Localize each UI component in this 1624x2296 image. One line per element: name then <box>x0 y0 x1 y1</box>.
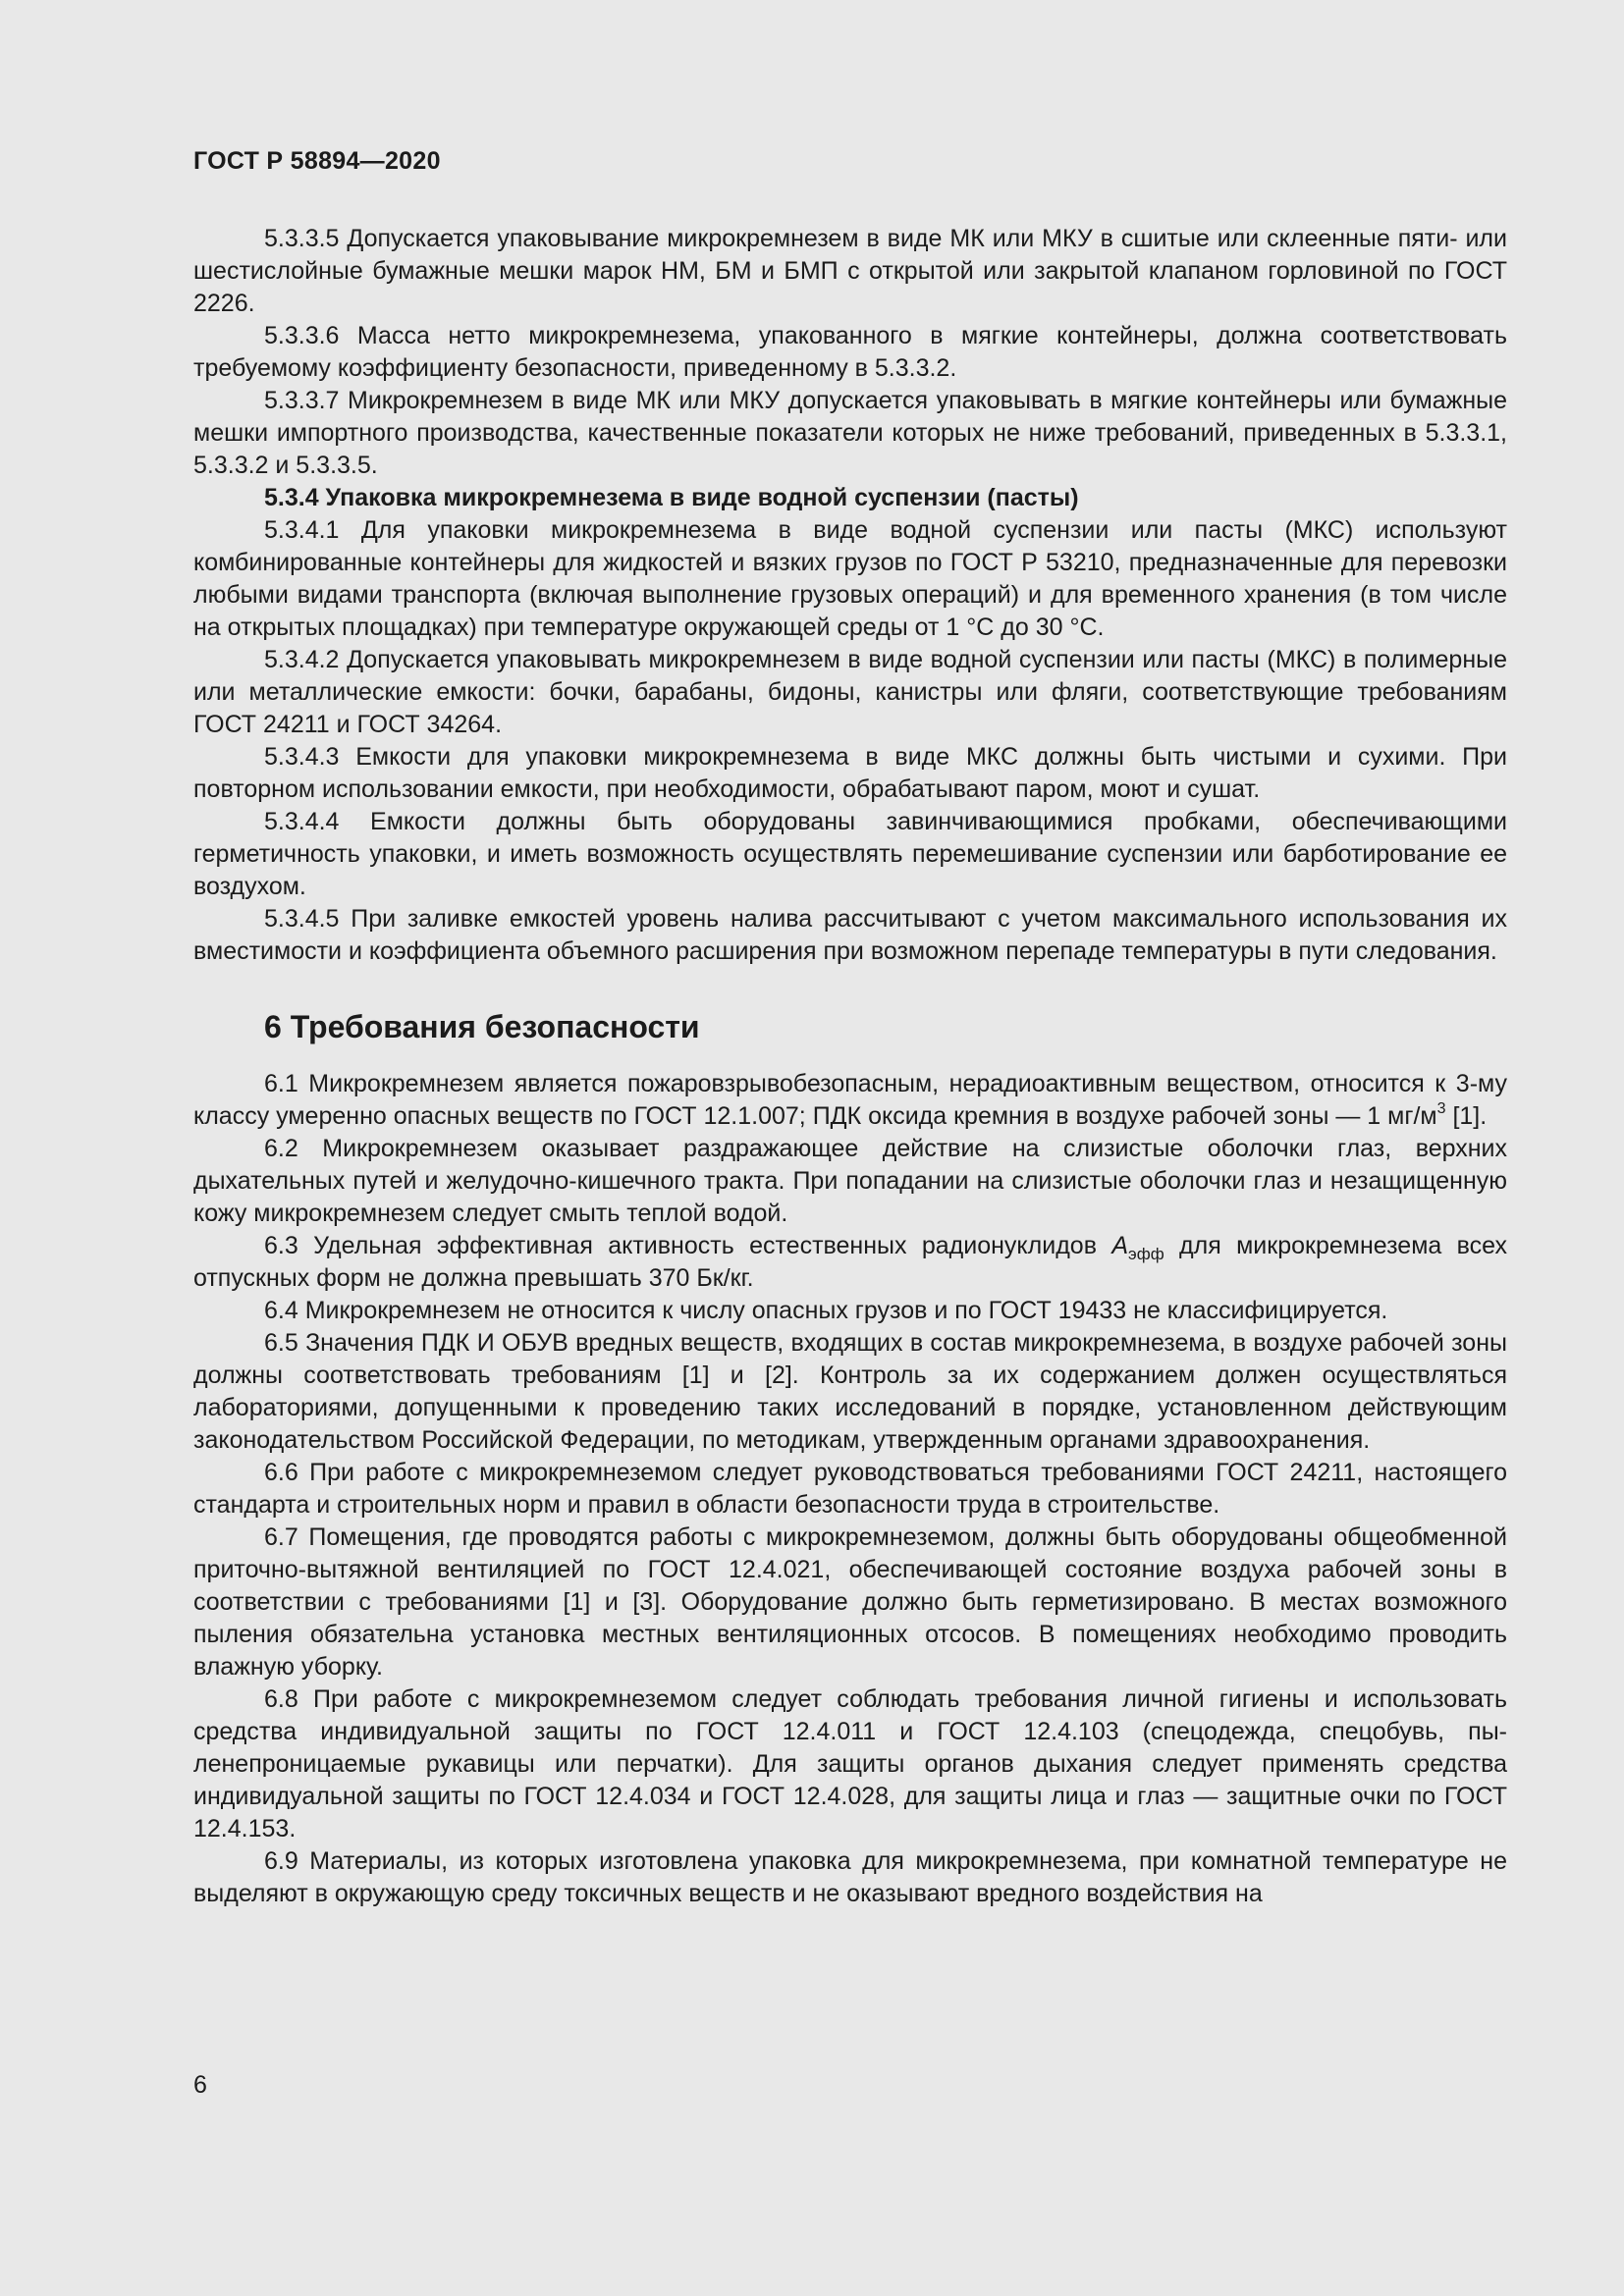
document-header: ГОСТ Р 58894—2020 <box>193 147 441 175</box>
document-body <box>193 223 1507 1910</box>
paragraph-6-3-text: 6.3 Удельная эффективная активность естественных радионуклидов <box>264 1232 1112 1259</box>
paragraph-5-3-4-1: 5.3.4.1 Для упаковки микрокремнезема в виде водной суспензии или пасты (МКС) используют комбинированные контейнеры для жидкостей и вязких грузов по ГОСТ Р 53210, предназначенные для перевозки любыми видами транспорта (включая выполнение грузовых операций) и для временного хранения (в том числе на открытых площадках) при температуре окружающей среды от 1 °С до 30 °С. <box>193 516 1507 641</box>
paragraph-6-7: 6.7 Помещения, где проводятся работы с микрокремнеземом, должны быть оборудованы общеобменной приточно-вытяжной вентиляцией по ГОСТ 12.4.021, обеспечивающей состояние воздуха рабочей зоны в соответствии с требованиями [1] и [3]. Оборудование должно быть герметизировано. В местах возможного пыления обязательна установка местных вентиляционных отсосов. В помещениях необходимо проводить влажную уборку. <box>193 1523 1507 1681</box>
page-number: 6 <box>193 2071 207 2099</box>
superscript-cube: 3 <box>1436 1099 1446 1117</box>
paragraph-6-1-ref: [1]. <box>1445 1102 1488 1130</box>
paragraph-5-3-3-6: 5.3.3.6 Масса нетто микрокремнезема, упакованного в мягкие контейнеры, должна соответствовать требуемому коэффициенту безопасности, приведенному в 5.3.3.2. <box>193 322 1507 382</box>
paragraph-6-8: 6.8 При работе с микрокремнеземом следует соблюдать требования личной гигиены и использовать средства индивидуальной защиты по ГОСТ 12.4.011 и ГОСТ 12.4.103 (спецодежда, спецобувь, пыленепроницаемые рукавицы или перчатки). Для защиты органов дыхания следует применять средства индивидуальной защиты по ГОСТ 12.4.034 и ГОСТ 12.4.028, для защиты лица и глаз — защитные очки по ГОСТ 12.4.153. <box>193 1685 1507 1842</box>
paragraph-5-3-4-3: 5.3.4.3 Емкости для упаковки микрокремнезема в виде МКС должны быть чистыми и сухими. При повторном использовании емкости, при необходимости, обрабатывают паром, моют и сушат. <box>193 743 1507 803</box>
paragraph-6-1-text: 6.1 Микрокремнезем является пожаровзрывобезопасным, нерадиоактивным веществом, относится к 3-му классу умеренно опасных веществ по ГОСТ 12.1.007; ПДК оксида кремния в воздухе рабочей зоны — 1 мг/м <box>193 1070 1507 1130</box>
paragraph-6-1 <box>193 1068 1507 1133</box>
subsection-title-5-3-4: 5.3.4 Упаковка микрокремнезема в виде водной суспензии (пасты) <box>264 484 1079 511</box>
activity-symbol: А <box>1111 1232 1129 1259</box>
paragraph-6-6: 6.6 При работе с микрокремнеземом следует руководствоваться требованиями ГОСТ 24211, настоящего стандарта и строительных норм и правил в области безопасности труда в строительстве. <box>193 1459 1507 1519</box>
paragraph-6-3 <box>193 1230 1507 1295</box>
paragraph-6-2: 6.2 Микрокремнезем оказывает раздражающее действие на слизистые оболочки глаз, верхних дыхательных путей и желудочно-кишечного тракта. При попадании на слизистые оболочки глаз и незащищенную кожу микрокремнезем следует смыть теплой водой. <box>193 1135 1507 1227</box>
paragraph-5-3-4-5: 5.3.4.5 При заливке емкостей уровень налива рассчитывают с учетом максимального использования их вместимости и коэффициента объемного расширения при возможном перепаде температуры в пути следования. <box>193 905 1507 965</box>
paragraph-5-3-3-5: 5.3.3.5 Допускается упаковывание микрокремнезем в виде МК или МКУ в сшитые или склеенные пяти- или шестислойные бумажные мешки марок НМ, БМ и БМП с открытой или закрытой клапаном горловиной по ГОСТ 2226. <box>193 225 1507 317</box>
paragraph-5-3-4-4: 5.3.4.4 Емкости должны быть оборудованы завинчивающимися пробками, обеспечивающими герметичность упаковки, и иметь возможность осуществлять перемешивание суспензии или барботирование ее воздухом. <box>193 808 1507 900</box>
paragraph-6-9: 6.9 Материалы, из которых изготовлена упаковка для микрокремнезема, при комнатной температуре не выделяют в окружающую среду токсичных веществ и не оказывают вредного воздействия на <box>193 1847 1507 1907</box>
paragraph-6-4: 6.4 Микрокремнезем не относится к числу опасных грузов и по ГОСТ 19433 не классифицируется. <box>264 1297 1388 1324</box>
paragraph-6-3-tail: для микрокремнезема всех отпускных форм не должна превышать 370 Бк/кг. <box>193 1232 1507 1292</box>
paragraph-5-3-3-7: 5.3.3.7 Микрокремнезем в виде МК или МКУ допускается упаковывать в мягкие контейнеры или бумажные мешки импортного производства, качественные показатели которых не ниже требований, приведенных в 5.3.3.1, 5.3.3.2 и 5.3.3.5. <box>193 387 1507 479</box>
paragraph-6-5: 6.5 Значения ПДК И ОБУВ вредных веществ, входящих в состав микрокремнезема, в воздухе рабочей зоны должны соответствовать требованиям [1] и [2]. Контроль за их содержанием должен осуществляться лабораториями, допущенными к проведению таких исследований в порядке, установленном действующим законодательством Российской Федерации, по методикам, утвержденным органами здравоохранения. <box>193 1329 1507 1454</box>
section-6-title: 6 Требования безопасности <box>264 1009 700 1044</box>
paragraph-5-3-4-2: 5.3.4.2 Допускается упаковывать микрокремнезем в виде водной суспензии или пасты (МКС) в полимерные или металлические емкости: бочки, барабаны, бидоны, канистры или фляги, соответствующие требованиям ГОСТ 24211 и ГОСТ 34264. <box>193 646 1507 738</box>
activity-subscript: эфф <box>1128 1245 1164 1263</box>
